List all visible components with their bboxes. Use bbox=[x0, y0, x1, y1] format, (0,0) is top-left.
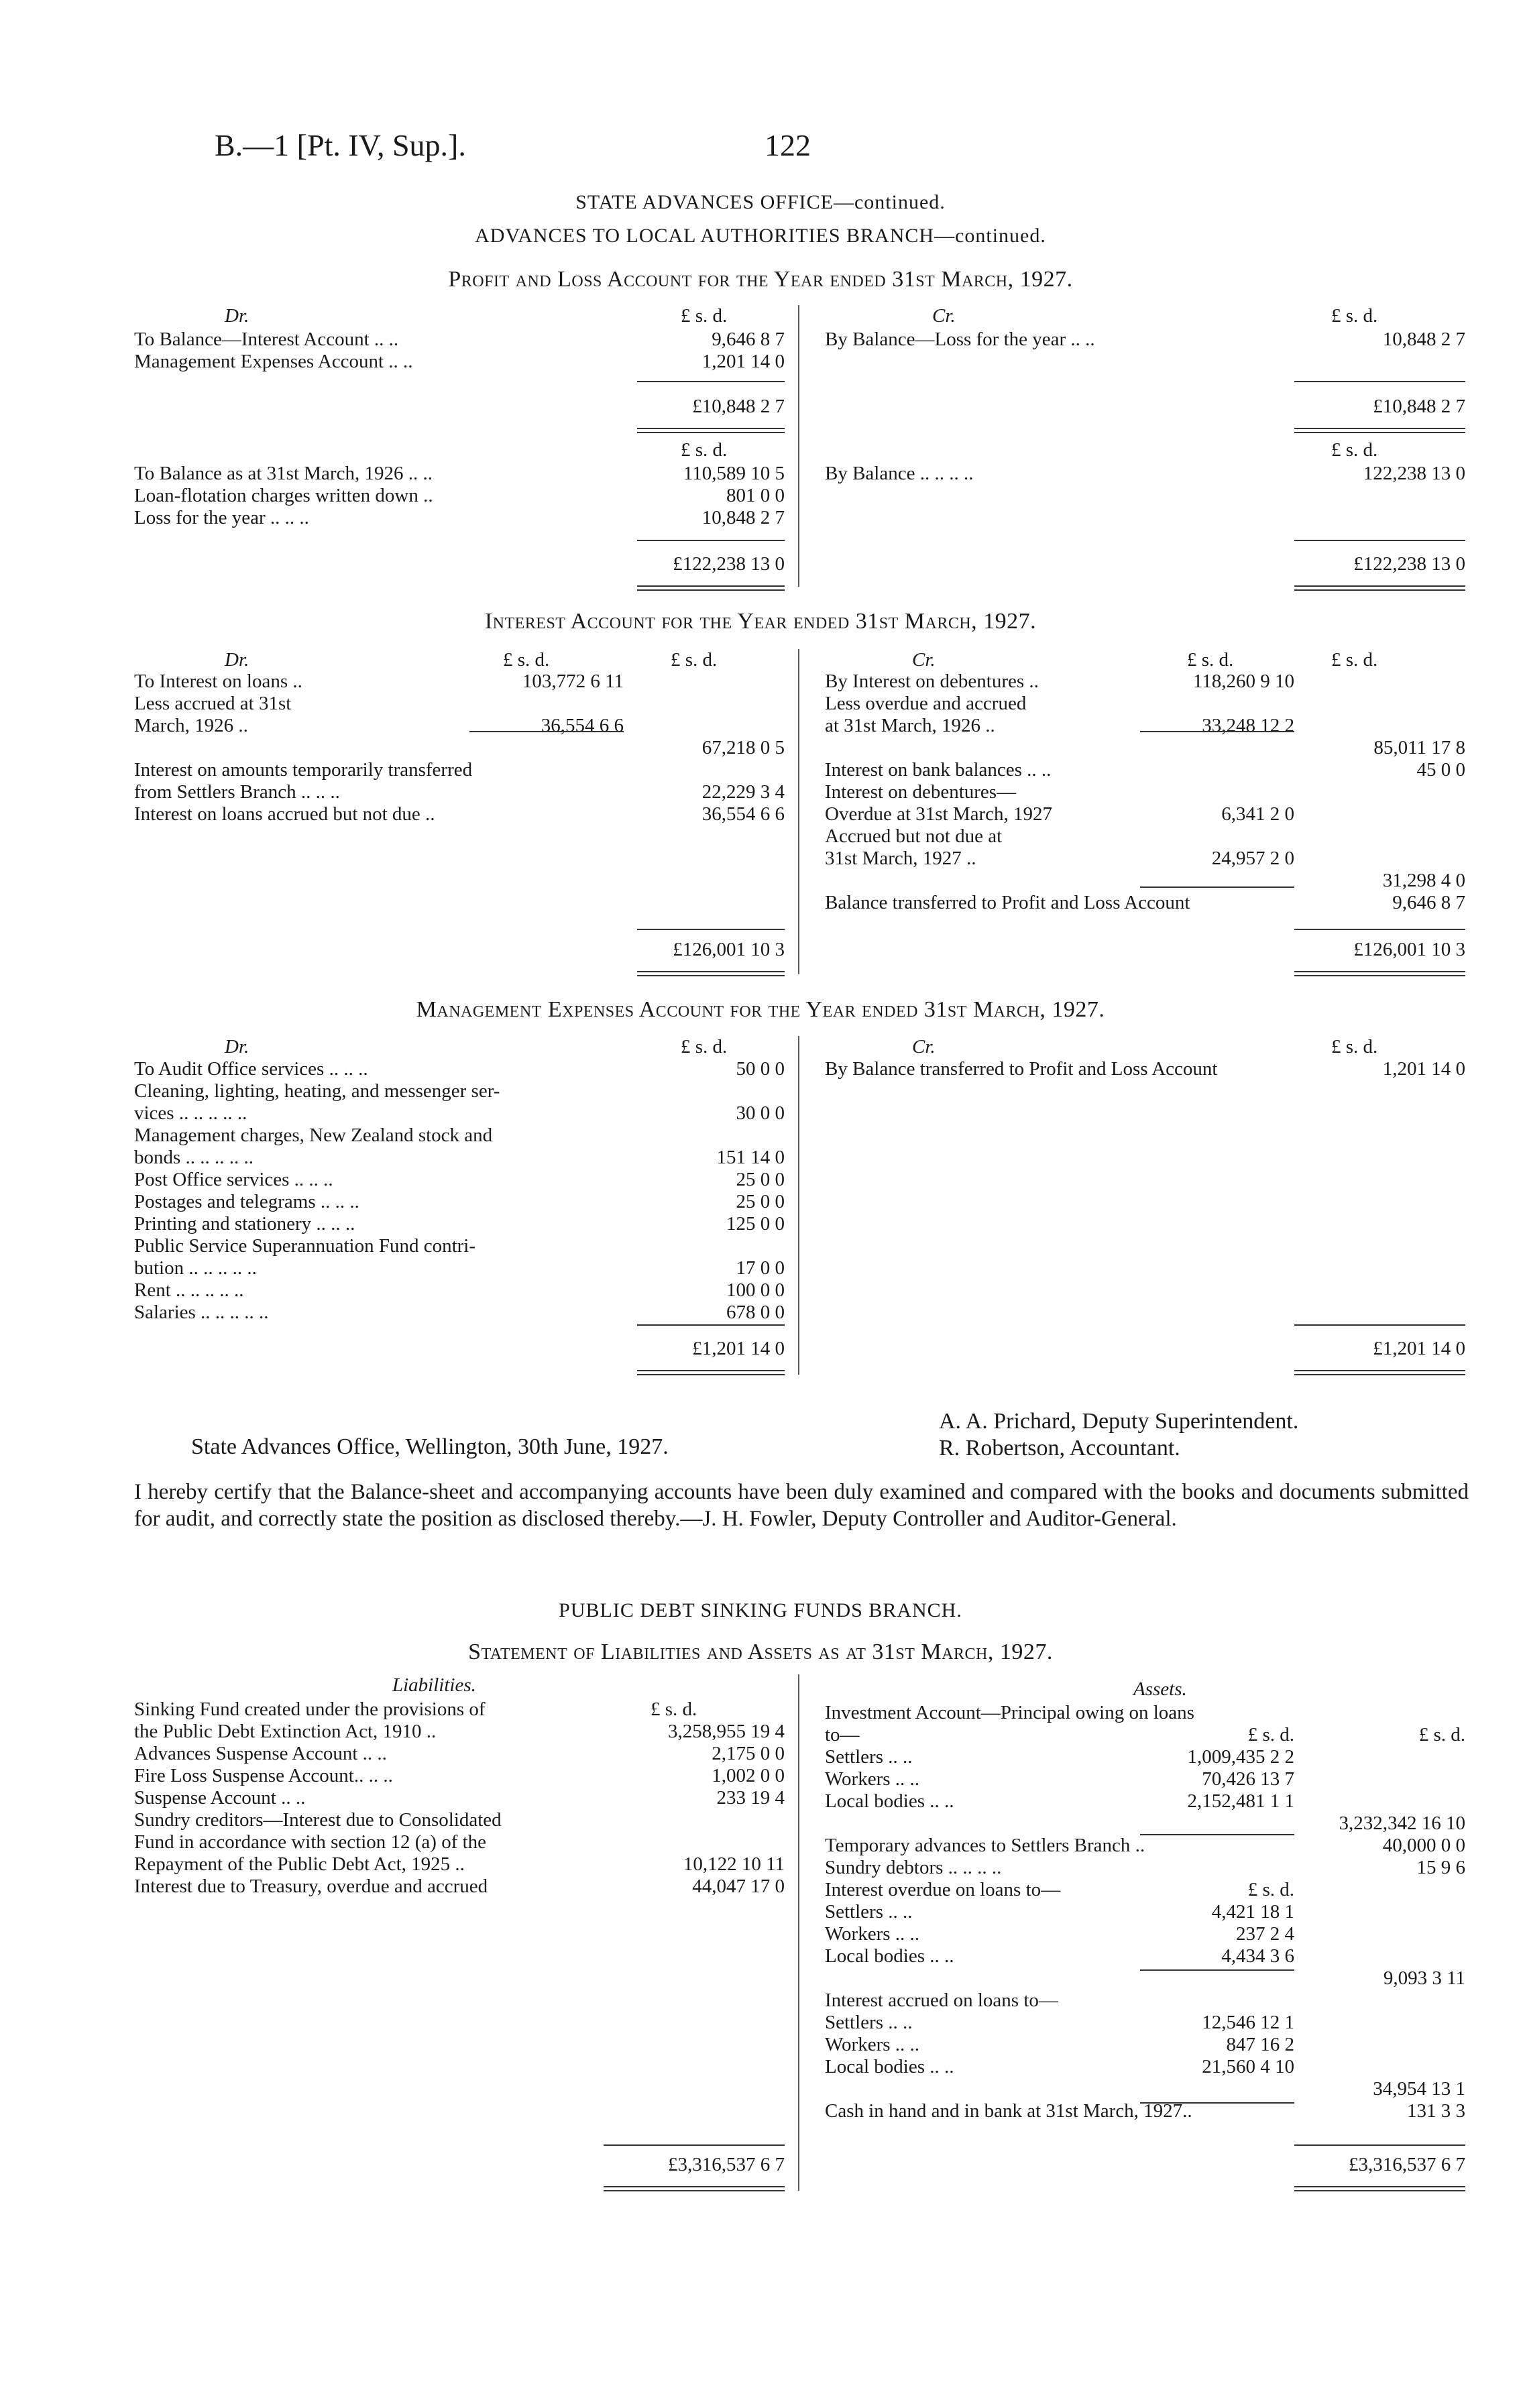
ledger-label: By Interest on debentures .. bbox=[825, 671, 1039, 692]
ledger-amount: 1,201 14 0 bbox=[701, 351, 785, 372]
statement-title: Statement of Liabilities and Assets as at 31st March, 1927. bbox=[468, 1640, 1053, 1664]
ledger-amount: £ s. d. bbox=[1418, 1724, 1465, 1745]
ledger-label: Balance transferred to Profit and Loss Account bbox=[825, 892, 1190, 913]
ledger-label: To Balance as at 31st March, 1926 .. .. bbox=[134, 463, 433, 484]
ledger-subamount: 4,434 3 6 bbox=[1221, 1945, 1294, 1967]
ledger-label: Loan-flotation charges written down .. bbox=[134, 485, 433, 506]
ledger-label: Less overdue and accrued bbox=[825, 693, 1027, 714]
ledger-amount: 1,002 0 0 bbox=[712, 1765, 785, 1786]
int-cr-sub-lsd: £ s. d. bbox=[1187, 649, 1234, 671]
ledger-subamount: 33,248 12 2 bbox=[1202, 715, 1294, 736]
pl-cr-lsd2: £ s. d. bbox=[1331, 439, 1378, 461]
pl-total1-cr: £10,848 2 7 bbox=[1373, 396, 1465, 417]
ledger-label: bution .. .. .. .. .. bbox=[134, 1257, 257, 1279]
ledger-label: By Balance .. .. .. .. bbox=[825, 463, 974, 484]
ledger-label: Local bodies .. .. bbox=[825, 1945, 954, 1967]
office-title: STATE ADVANCES OFFICE—continued. bbox=[575, 191, 946, 213]
ledger-label: Interest overdue on loans to— bbox=[825, 1879, 1061, 1900]
ledger-amount: 10,848 2 7 bbox=[1382, 329, 1465, 350]
int-dr-lsd: £ s. d. bbox=[671, 649, 718, 671]
ledger-label: Management Expenses Account .. .. bbox=[134, 351, 413, 372]
pl-total2-cr: £122,238 13 0 bbox=[1353, 553, 1465, 575]
mgmt-dr-lsd: £ s. d. bbox=[681, 1036, 728, 1057]
int-cr-lsd: £ s. d. bbox=[1331, 649, 1378, 671]
ledger-subamount: 6,341 2 0 bbox=[1221, 803, 1294, 825]
ledger-label: Workers .. .. bbox=[825, 1768, 920, 1790]
ledger-label: Local bodies .. .. bbox=[825, 1790, 954, 1812]
ledger-amount: 9,093 3 11 bbox=[1383, 1967, 1465, 1989]
ledger-amount: 1,201 14 0 bbox=[1382, 1058, 1465, 1080]
ledger-label: Rent .. .. .. .. .. bbox=[134, 1279, 244, 1301]
ledger-label: Interest on bank balances .. .. bbox=[825, 759, 1052, 781]
ledger-subamount: 2,152,481 1 1 bbox=[1187, 1790, 1294, 1812]
ledger-amount: 10,848 2 7 bbox=[701, 507, 785, 528]
ledger-label: Cleaning, lighting, heating, and messenger ser- bbox=[134, 1080, 500, 1102]
ledger-amount: 31,298 4 0 bbox=[1382, 870, 1465, 891]
ledger-label: Loss for the year .. .. .. bbox=[134, 507, 309, 528]
ledger-subamount: £ s. d. bbox=[1247, 1879, 1294, 1900]
sinking-branch-title: PUBLIC DEBT SINKING FUNDS BRANCH. bbox=[559, 1599, 962, 1621]
ledger-amount: 67,218 0 5 bbox=[701, 737, 785, 758]
pl-title: Profit and Loss Account for the Year ended 31st March, 1927. bbox=[448, 267, 1073, 292]
ledger-amount: 9,646 8 7 bbox=[712, 329, 785, 350]
ledger-label: By Balance transferred to Profit and Loss Account bbox=[825, 1058, 1218, 1080]
ledger-label: Settlers .. .. bbox=[825, 2012, 913, 2033]
ledger-amount: 36,554 6 6 bbox=[701, 803, 785, 825]
ledger-amount: 85,011 17 8 bbox=[1373, 737, 1465, 758]
ledger-amount: 100 0 0 bbox=[726, 1279, 785, 1301]
mgmt-title: Management Expenses Account for the Year ended 31st March, 1927. bbox=[416, 997, 1105, 1022]
ledger-label: Fund in accordance with section 12 (a) of the bbox=[134, 1831, 487, 1853]
ledger-label: Advances Suspense Account .. .. bbox=[134, 1743, 387, 1764]
pl-dr-lsd2: £ s. d. bbox=[681, 439, 728, 461]
ledger-amount: 125 0 0 bbox=[726, 1213, 785, 1235]
audit-certificate: I hereby certify that the Balance-sheet and accompanying accounts have been duly examined and compared with the books and documents submitted for audit, and correctly state the position as disclosed thereby.—J. H. Fowler, Deputy Controller and Auditor-General. bbox=[134, 1480, 1469, 1531]
ledger-label: at 31st March, 1926 .. bbox=[825, 715, 995, 736]
ledger-subamount: 12,546 12 1 bbox=[1202, 2012, 1294, 2033]
ledger-label: Sinking Fund created under the provisions of bbox=[134, 1699, 486, 1720]
ledger-label: Settlers .. .. bbox=[825, 1901, 913, 1923]
ledger-label: to— bbox=[825, 1724, 860, 1745]
interest-title: Interest Account for the Year ended 31st March, 1927. bbox=[484, 609, 1037, 634]
ledger-label: Workers .. .. bbox=[825, 2034, 920, 2055]
mgmt-total-cr: £1,201 14 0 bbox=[1373, 1338, 1465, 1359]
ledger-label: Workers .. .. bbox=[825, 1923, 920, 1945]
ledger-subamount: 1,009,435 2 2 bbox=[1187, 1746, 1294, 1768]
ledger-label: Interest on amounts temporarily transferred bbox=[134, 759, 473, 781]
ledger-amount: 3,232,342 16 10 bbox=[1339, 1813, 1465, 1834]
ledger-label: March, 1926 .. bbox=[134, 715, 248, 736]
ledger-amount: 678 0 0 bbox=[726, 1302, 785, 1323]
ledger-label: Sundry creditors—Interest due to Consolidated bbox=[134, 1809, 502, 1831]
pl-cr-lsd: £ s. d. bbox=[1331, 305, 1378, 327]
int-dr-label: Dr. bbox=[225, 649, 249, 671]
ledger-label: By Balance—Loss for the year .. .. bbox=[825, 329, 1095, 350]
ledger-label: Accrued but not due at bbox=[825, 825, 1003, 847]
liab-lsd: £ s. d. bbox=[651, 1699, 697, 1720]
page-number: 122 bbox=[765, 128, 811, 162]
ledger-label: Management charges, New Zealand stock and bbox=[134, 1125, 493, 1146]
ledger-amount: 131 3 3 bbox=[1407, 2100, 1465, 2122]
assets-label: Assets. bbox=[1133, 1678, 1187, 1700]
int-total-cr: £126,001 10 3 bbox=[1353, 939, 1465, 960]
ledger-amount: 50 0 0 bbox=[736, 1058, 785, 1080]
ledger-amount: 110,589 10 5 bbox=[683, 463, 785, 484]
ledger-subamount: 4,421 18 1 bbox=[1211, 1901, 1294, 1923]
ledger-label: Repayment of the Public Debt Act, 1925 .. bbox=[134, 1853, 465, 1875]
ledger-amount: 30 0 0 bbox=[736, 1102, 785, 1124]
liabilities-label: Liabilities. bbox=[392, 1674, 476, 1696]
ledger-label: Interest on debentures— bbox=[825, 781, 1017, 803]
ledger-label: Sundry debtors .. .. .. .. bbox=[825, 1857, 1002, 1878]
signature-prichard: A. A. Prichard, Deputy Superintendent. bbox=[939, 1409, 1299, 1434]
ledger-label: Local bodies .. .. bbox=[825, 2056, 954, 2077]
ledger-subamount: 70,426 13 7 bbox=[1202, 1768, 1294, 1790]
page-ref: B.—1 [Pt. IV, Sup.]. bbox=[215, 128, 466, 162]
ledger-amount: 801 0 0 bbox=[726, 485, 785, 506]
ledger-amount: 10,122 10 11 bbox=[683, 1853, 785, 1875]
int-cr-label: Cr. bbox=[912, 649, 936, 671]
int-total-dr: £126,001 10 3 bbox=[673, 939, 785, 960]
ledger-amount: 233 19 4 bbox=[716, 1787, 785, 1809]
sinking-total-assets: £3,316,537 6 7 bbox=[1349, 2154, 1465, 2175]
mgmt-total-dr: £1,201 14 0 bbox=[692, 1338, 785, 1359]
ledger-label: the Public Debt Extinction Act, 1910 .. bbox=[134, 1721, 437, 1742]
ledger-amount: 17 0 0 bbox=[736, 1257, 785, 1279]
ledger-amount: 44,047 17 0 bbox=[692, 1876, 785, 1897]
pl-total1-dr: £10,848 2 7 bbox=[692, 396, 785, 417]
ledger-label: from Settlers Branch .. .. .. bbox=[134, 781, 340, 803]
pl-dr-label: Dr. bbox=[225, 305, 249, 327]
ledger-subamount: 24,957 2 0 bbox=[1211, 848, 1294, 869]
ledger-label: bonds .. .. .. .. .. bbox=[134, 1147, 254, 1168]
signature-place: State Advances Office, Wellington, 30th June, 1927. bbox=[191, 1434, 669, 1459]
ledger-subamount: £ s. d. bbox=[1247, 1724, 1294, 1745]
ledger-amount: 9,646 8 7 bbox=[1392, 892, 1465, 913]
ledger-label: To Balance—Interest Account .. .. bbox=[134, 329, 399, 350]
ledger-amount: 2,175 0 0 bbox=[712, 1743, 785, 1764]
ledger-label: Interest on loans accrued but not due .. bbox=[134, 803, 435, 825]
ledger-amount: 122,238 13 0 bbox=[1363, 463, 1465, 484]
ledger-label: To Interest on loans .. bbox=[134, 671, 302, 692]
ledger-label: Settlers .. .. bbox=[825, 1746, 913, 1768]
ledger-amount: 15 9 6 bbox=[1416, 1857, 1465, 1878]
mgmt-cr-label: Cr. bbox=[912, 1036, 936, 1057]
ledger-amount: 34,954 13 1 bbox=[1373, 2078, 1465, 2100]
ledger-amount: 25 0 0 bbox=[736, 1169, 785, 1190]
ledger-label: To Audit Office services .. .. .. bbox=[134, 1058, 368, 1080]
signature-robertson: R. Robertson, Accountant. bbox=[939, 1436, 1180, 1460]
ledger-label: 31st March, 1927 .. bbox=[825, 848, 976, 869]
pl-dr-lsd: £ s. d. bbox=[681, 305, 728, 327]
ledger-amount: 25 0 0 bbox=[736, 1191, 785, 1212]
ledger-label: Less accrued at 31st bbox=[134, 693, 292, 714]
ledger-label: vices .. .. .. .. .. bbox=[134, 1102, 247, 1124]
ledger-amount: 151 14 0 bbox=[716, 1147, 785, 1168]
ledger-subamount: 118,260 9 10 bbox=[1192, 671, 1294, 692]
ledger-amount: 40,000 0 0 bbox=[1382, 1835, 1465, 1856]
ledger-subamount: 103,772 6 11 bbox=[522, 671, 624, 692]
ledger-label: Salaries .. .. .. .. .. bbox=[134, 1302, 269, 1323]
branch-title: ADVANCES TO LOCAL AUTHORITIES BRANCH—continued. bbox=[475, 225, 1046, 247]
int-dr-sub-lsd: £ s. d. bbox=[503, 649, 550, 671]
ledger-label: Overdue at 31st March, 1927 bbox=[825, 803, 1053, 825]
ledger-amount: 45 0 0 bbox=[1416, 759, 1465, 781]
pl-cr-label: Cr. bbox=[932, 305, 956, 327]
ledger-subamount: 847 16 2 bbox=[1226, 2034, 1294, 2055]
ledger-label: Interest due to Treasury, overdue and accrued bbox=[134, 1876, 488, 1897]
ledger-subamount: 21,560 4 10 bbox=[1202, 2056, 1294, 2077]
ledger-label: Fire Loss Suspense Account.. .. .. bbox=[134, 1765, 393, 1786]
ledger-amount: 22,229 3 4 bbox=[701, 781, 785, 803]
ledger-subamount: 36,554 6 6 bbox=[541, 715, 624, 736]
ledger-label: Post Office services .. .. .. bbox=[134, 1169, 333, 1190]
ledger-label: Interest accrued on loans to— bbox=[825, 1990, 1058, 2011]
mgmt-dr-label: Dr. bbox=[225, 1036, 249, 1057]
ledger-label: Suspense Account .. .. bbox=[134, 1787, 306, 1809]
mgmt-cr-lsd: £ s. d. bbox=[1331, 1036, 1378, 1057]
pl-total2-dr: £122,238 13 0 bbox=[673, 553, 785, 575]
ledger-label: Temporary advances to Settlers Branch .. bbox=[825, 1835, 1145, 1856]
ledger-amount: 3,258,955 19 4 bbox=[668, 1721, 785, 1742]
ledger-label: Cash in hand and in bank at 31st March, 1927.. bbox=[825, 2100, 1192, 2122]
ledger-subamount: 237 2 4 bbox=[1236, 1923, 1294, 1945]
sinking-total-liab: £3,316,537 6 7 bbox=[668, 2154, 785, 2175]
ledger-label: Printing and stationery .. .. .. bbox=[134, 1213, 355, 1235]
ledger-label: Investment Account—Principal owing on loans bbox=[825, 1702, 1194, 1723]
ledger-label: Public Service Superannuation Fund contri- bbox=[134, 1235, 476, 1257]
ledger-label: Postages and telegrams .. .. .. bbox=[134, 1191, 359, 1212]
